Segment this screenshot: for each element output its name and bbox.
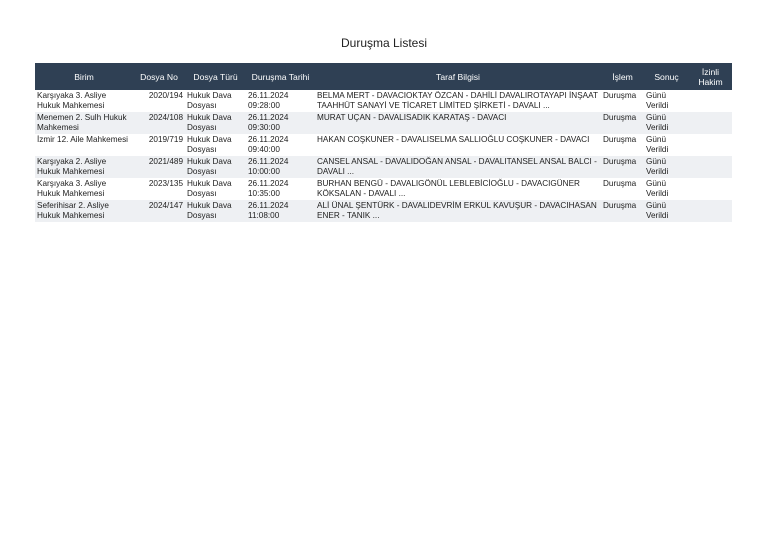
cell-durusma-tarihi: 26.11.2024 09:28:00 xyxy=(246,90,315,112)
cell-islem: Duruşma xyxy=(601,90,644,112)
cell-islem: Duruşma xyxy=(601,200,644,222)
cell-izinli-hakim xyxy=(689,112,732,134)
cell-dosya-turu: Hukuk Dava Dosyası xyxy=(185,134,246,156)
cell-dosya-turu: Hukuk Dava Dosyası xyxy=(185,156,246,178)
cell-birim: İzmir 12. Aile Mahkemesi xyxy=(35,134,133,156)
table-row[interactable] xyxy=(35,156,732,178)
table-header xyxy=(35,63,732,90)
cell-taraf-bilgisi: BELMA MERT - DAVACIOKTAY ÖZCAN - DAHİLİ DAVALIROTAYAPI İNŞAAT TAAHHÜT SANAYİ VE TİCARET LİMİTED ŞİRKETİ - DAVALI ... xyxy=(315,90,601,112)
cell-sonuc: Günü Verildi xyxy=(644,90,689,112)
cell-taraf-bilgisi: BURHAN BENGÜ - DAVALIGÖNÜL LEBLEBİCİOĞLU - DAVACIGÜNER KÖKSALAN - DAVALI ... xyxy=(315,178,601,200)
table-row[interactable] xyxy=(35,112,732,134)
cell-birim: Karşıyaka 3. Asliye Hukuk Mahkemesi xyxy=(35,90,133,112)
cell-birim: Menemen 2. Sulh Hukuk Mahkemesi xyxy=(35,112,133,134)
column-header-dosya-no[interactable]: Dosya No xyxy=(133,63,185,90)
column-header-durusma-tarihi[interactable]: Duruşma Tarihi xyxy=(246,63,315,90)
column-header-birim[interactable]: Birim xyxy=(35,63,133,90)
cell-birim: Karşıyaka 3. Asliye Hukuk Mahkemesi xyxy=(35,178,133,200)
cell-izinli-hakim xyxy=(689,200,732,222)
column-header-islem[interactable]: İşlem xyxy=(601,63,644,90)
column-header-izinli-hakim[interactable]: İzinli Hakim xyxy=(689,63,732,90)
cell-dosya-no: 2020/194 xyxy=(133,90,185,112)
table-row[interactable] xyxy=(35,200,732,222)
table-row[interactable] xyxy=(35,134,732,156)
table-body xyxy=(35,90,732,222)
cell-dosya-turu: Hukuk Dava Dosyası xyxy=(185,112,246,134)
cell-sonuc: Günü Verildi xyxy=(644,112,689,134)
column-header-sonuc[interactable]: Sonuç xyxy=(644,63,689,90)
cell-birim: Seferihisar 2. Asliye Hukuk Mahkemesi xyxy=(35,200,133,222)
cell-dosya-turu: Hukuk Dava Dosyası xyxy=(185,178,246,200)
table-row[interactable] xyxy=(35,90,732,112)
cell-dosya-no: 2021/489 xyxy=(133,156,185,178)
cell-durusma-tarihi: 26.11.2024 10:35:00 xyxy=(246,178,315,200)
cell-sonuc: Günü Verildi xyxy=(644,134,689,156)
cell-durusma-tarihi: 26.11.2024 10:00:00 xyxy=(246,156,315,178)
cell-dosya-no: 2024/147 xyxy=(133,200,185,222)
cell-dosya-no: 2024/108 xyxy=(133,112,185,134)
cell-taraf-bilgisi: ALİ ÜNAL ŞENTÜRK - DAVALIDEVRİM ERKUL KAVUŞUR - DAVACIHASAN ENER - TANIK ... xyxy=(315,200,601,222)
cell-izinli-hakim xyxy=(689,134,732,156)
column-header-dosya-turu[interactable]: Dosya Türü xyxy=(185,63,246,90)
cell-taraf-bilgisi: CANSEL ANSAL - DAVALIDOĞAN ANSAL - DAVALITANSEL ANSAL BALCI - DAVALI ... xyxy=(315,156,601,178)
cell-islem: Duruşma xyxy=(601,178,644,200)
cell-dosya-no: 2019/719 xyxy=(133,134,185,156)
cell-izinli-hakim xyxy=(689,156,732,178)
cell-taraf-bilgisi: HAKAN COŞKUNER - DAVALISELMA SALLIOĞLU COŞKUNER - DAVACI xyxy=(315,134,601,156)
cell-izinli-hakim xyxy=(689,90,732,112)
cell-islem: Duruşma xyxy=(601,112,644,134)
cell-sonuc: Günü Verildi xyxy=(644,200,689,222)
column-header-taraf-bilgisi[interactable]: Taraf Bilgisi xyxy=(315,63,601,90)
page-title: Duruşma Listesi xyxy=(340,36,428,50)
hearing-table xyxy=(35,63,732,222)
cell-durusma-tarihi: 26.11.2024 09:30:00 xyxy=(246,112,315,134)
cell-durusma-tarihi: 26.11.2024 09:40:00 xyxy=(246,134,315,156)
cell-durusma-tarihi: 26.11.2024 11:08:00 xyxy=(246,200,315,222)
cell-islem: Duruşma xyxy=(601,134,644,156)
cell-dosya-turu: Hukuk Dava Dosyası xyxy=(185,90,246,112)
table-row[interactable] xyxy=(35,178,732,200)
cell-islem: Duruşma xyxy=(601,156,644,178)
cell-dosya-turu: Hukuk Dava Dosyası xyxy=(185,200,246,222)
cell-dosya-no: 2023/135 xyxy=(133,178,185,200)
cell-birim: Karşıyaka 2. Asliye Hukuk Mahkemesi xyxy=(35,156,133,178)
cell-sonuc: Günü Verildi xyxy=(644,156,689,178)
header-row xyxy=(35,63,732,90)
cell-sonuc: Günü Verildi xyxy=(644,178,689,200)
cell-taraf-bilgisi: MURAT UÇAN - DAVALISADIK KARATAŞ - DAVACI xyxy=(315,112,601,134)
cell-izinli-hakim xyxy=(689,178,732,200)
